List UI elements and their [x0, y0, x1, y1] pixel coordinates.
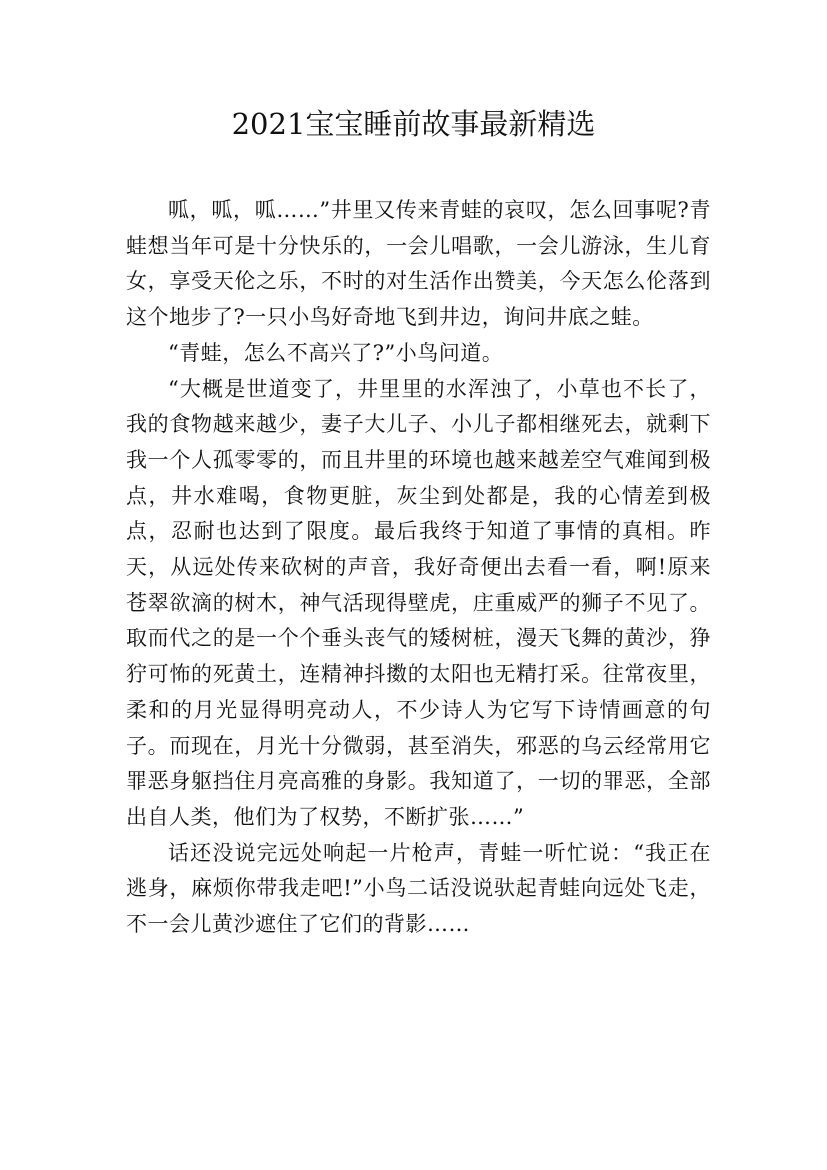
document-title: 2021宝宝睡前故事最新精选 — [231, 107, 596, 141]
document-body — [126, 193, 711, 943]
paragraph-3: “大概是世道变了，井里里的水浑浊了，小草也不长了，我的食物越来越少，妻子大儿子、小儿子都相继死去，就剩下我一个人孤零零的，而且井里的环境也越来越差空气难闻到极点，井水难喝，食物更脏，灰尘到处都是，我的心情差到极点，忍耐也达到了限度。最后我终于知道了事情的真相。昨天，从远处传来砍树的声音，我好奇便出去看一看，啊!原来苍翠欲滴的树木，神气活现得壁虎，庄重威严的狮子不见了。取而代之的是一个个垂头丧气的矮树桩，漫天飞舞的黄沙，狰狞可怖的死黄土，连精神抖擞的太阳也无精打采。往常夜里，柔和的月光显得明亮动人，不少诗人为它写下诗情画意的句子。而现在，月光十分微弱，甚至消失，邪恶的乌云经常用它罪恶身躯挡住月亮高雅的身影。我知道了，一切的罪恶，全部出自人类，他们为了权势，不断扩张……” — [126, 376, 711, 829]
paragraph-1: 呱，呱，呱……”井里又传来青蛙的哀叹，怎么回事呢?青蛙想当年可是十分快乐的，一会儿唱歌，一会儿游泳，生儿育女，享受天伦之乐，不时的对生活作出赞美，今天怎么伦落到这个地步了?一只小鸟好奇地飞到井边，询问井底之蛙。 — [126, 198, 711, 330]
paragraph-4: 话还没说完远处响起一片枪声，青蛙一听忙说：“我正在逃身，麻烦你带我走吧!”小鸟二话没说驮起青蛙向远处飞走，不一会儿黄沙遮住了它们的背影…… — [126, 840, 711, 937]
paragraph-2: “青蛙，怎么不高兴了?”小鸟问道。 — [168, 340, 504, 365]
